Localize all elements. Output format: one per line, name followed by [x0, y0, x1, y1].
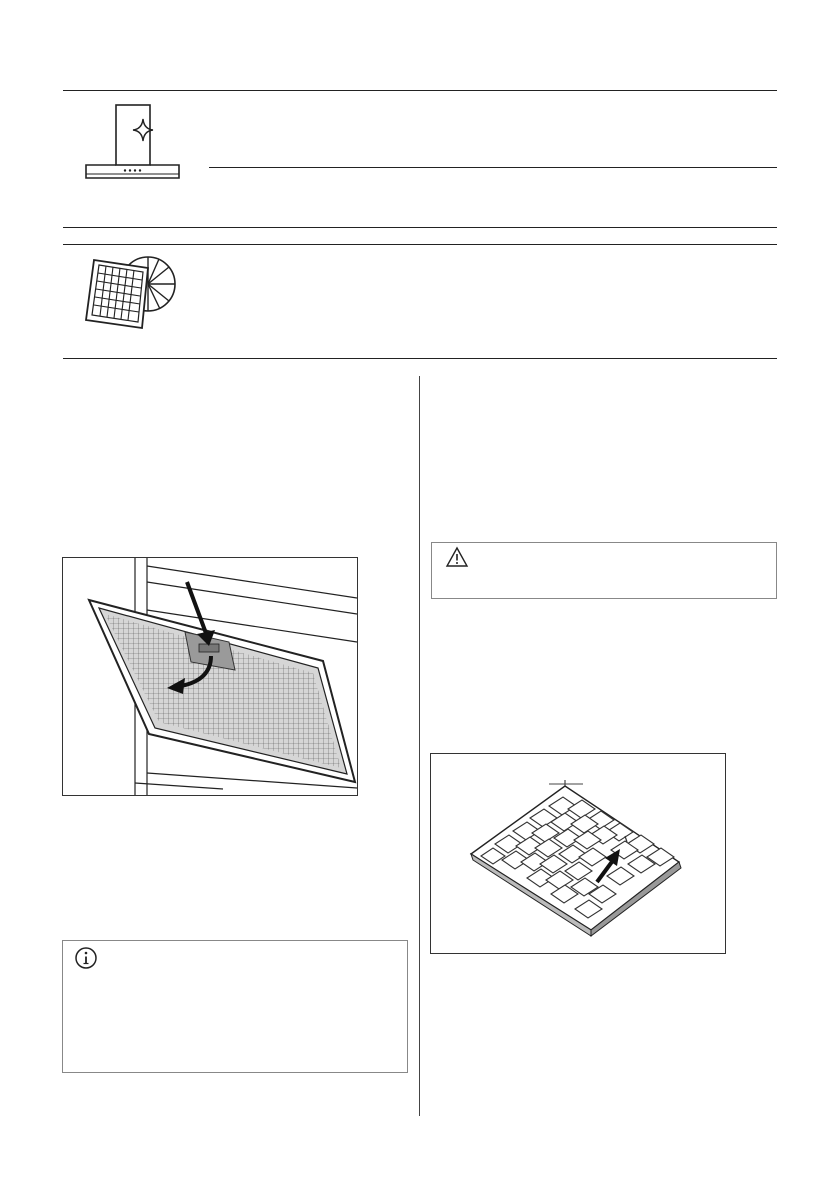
warning-icon [445, 546, 469, 568]
info-icon [74, 946, 98, 970]
hood-clean-icon [82, 102, 182, 180]
section-rule [63, 227, 777, 228]
info-notice-box [62, 940, 408, 1073]
column-divider [419, 376, 420, 1116]
warning-notice-box [431, 542, 777, 599]
top-rule [63, 90, 777, 91]
section-rule [63, 244, 777, 245]
section-divider [209, 167, 777, 168]
charcoal-filter-removal-illustration [430, 753, 726, 954]
grease-filter-removal-illustration [62, 557, 358, 796]
section-rule [63, 358, 777, 359]
grease-filter-fan-icon [80, 250, 180, 330]
